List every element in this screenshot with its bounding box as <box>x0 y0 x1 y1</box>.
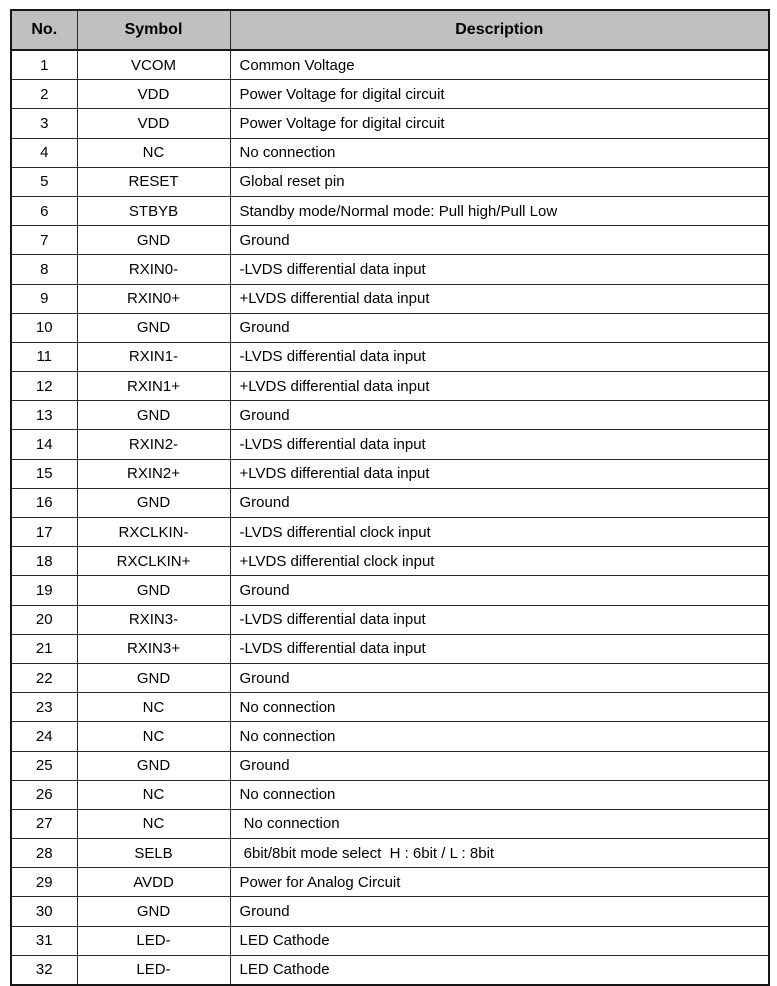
cell-description: LED Cathode <box>230 926 769 955</box>
cell-no: 12 <box>11 372 77 401</box>
table-row <box>11 459 769 488</box>
cell-no: 18 <box>11 547 77 576</box>
cell-no: 31 <box>11 926 77 955</box>
cell-no: 26 <box>11 780 77 809</box>
cell-no: 9 <box>11 284 77 313</box>
cell-no: 10 <box>11 313 77 342</box>
cell-no: 11 <box>11 342 77 371</box>
table-row <box>11 313 769 342</box>
cell-description: Power for Analog Circuit <box>230 868 769 897</box>
table-row <box>11 897 769 926</box>
table-row <box>11 693 769 722</box>
table-row <box>11 605 769 634</box>
table-row <box>11 50 769 80</box>
table-header-row <box>11 10 769 50</box>
cell-no: 32 <box>11 955 77 985</box>
cell-symbol: GND <box>77 401 230 430</box>
cell-symbol: SELB <box>77 839 230 868</box>
table-row <box>11 751 769 780</box>
cell-no: 7 <box>11 226 77 255</box>
column-header-description: Description <box>230 10 769 50</box>
cell-symbol: VDD <box>77 80 230 109</box>
cell-symbol: RXIN3- <box>77 605 230 634</box>
cell-no: 28 <box>11 839 77 868</box>
cell-description: -LVDS differential data input <box>230 634 769 663</box>
cell-symbol: GND <box>77 751 230 780</box>
cell-no: 3 <box>11 109 77 138</box>
cell-no: 20 <box>11 605 77 634</box>
table-body <box>11 50 769 985</box>
cell-no: 29 <box>11 868 77 897</box>
cell-symbol: VDD <box>77 109 230 138</box>
table-row <box>11 809 769 838</box>
cell-no: 6 <box>11 196 77 225</box>
cell-description: 6bit/8bit mode select H : 6bit / L : 8bit <box>230 839 769 868</box>
cell-description: No connection <box>230 809 769 838</box>
cell-no: 23 <box>11 693 77 722</box>
cell-no: 15 <box>11 459 77 488</box>
table-row <box>11 167 769 196</box>
cell-symbol: RXIN0+ <box>77 284 230 313</box>
cell-symbol: NC <box>77 138 230 167</box>
table-row <box>11 663 769 692</box>
cell-description: -LVDS differential clock input <box>230 518 769 547</box>
cell-no: 1 <box>11 50 77 80</box>
cell-description: Ground <box>230 226 769 255</box>
cell-description: Ground <box>230 576 769 605</box>
table-row <box>11 226 769 255</box>
table-row <box>11 372 769 401</box>
cell-description: LED Cathode <box>230 955 769 985</box>
cell-symbol: NC <box>77 722 230 751</box>
cell-description: -LVDS differential data input <box>230 430 769 459</box>
table-row <box>11 839 769 868</box>
table-row <box>11 868 769 897</box>
cell-description: -LVDS differential data input <box>230 255 769 284</box>
cell-symbol: RXIN3+ <box>77 634 230 663</box>
cell-description: +LVDS differential clock input <box>230 547 769 576</box>
table-row <box>11 255 769 284</box>
cell-description: Global reset pin <box>230 167 769 196</box>
cell-symbol: GND <box>77 897 230 926</box>
cell-no: 19 <box>11 576 77 605</box>
cell-symbol: GND <box>77 576 230 605</box>
cell-symbol: LED- <box>77 955 230 985</box>
cell-symbol: LED- <box>77 926 230 955</box>
cell-no: 2 <box>11 80 77 109</box>
cell-symbol: STBYB <box>77 196 230 225</box>
cell-no: 5 <box>11 167 77 196</box>
table-row <box>11 518 769 547</box>
cell-description: No connection <box>230 722 769 751</box>
cell-description: +LVDS differential data input <box>230 284 769 313</box>
cell-no: 22 <box>11 663 77 692</box>
cell-no: 27 <box>11 809 77 838</box>
column-header-symbol: Symbol <box>77 10 230 50</box>
cell-no: 8 <box>11 255 77 284</box>
cell-symbol: RESET <box>77 167 230 196</box>
cell-symbol: RXIN2- <box>77 430 230 459</box>
cell-no: 25 <box>11 751 77 780</box>
cell-symbol: NC <box>77 693 230 722</box>
cell-description: Ground <box>230 897 769 926</box>
cell-symbol: AVDD <box>77 868 230 897</box>
column-header-no: No. <box>11 10 77 50</box>
cell-no: 30 <box>11 897 77 926</box>
cell-description: Ground <box>230 488 769 517</box>
cell-symbol: GND <box>77 663 230 692</box>
cell-description: +LVDS differential data input <box>230 372 769 401</box>
table-row <box>11 576 769 605</box>
cell-symbol: RXCLKIN+ <box>77 547 230 576</box>
table-row <box>11 284 769 313</box>
cell-description: No connection <box>230 780 769 809</box>
cell-description: Ground <box>230 401 769 430</box>
table-row <box>11 430 769 459</box>
table-row <box>11 138 769 167</box>
cell-no: 14 <box>11 430 77 459</box>
cell-symbol: RXCLKIN- <box>77 518 230 547</box>
cell-description: Ground <box>230 751 769 780</box>
cell-symbol: NC <box>77 809 230 838</box>
cell-no: 24 <box>11 722 77 751</box>
table-row <box>11 401 769 430</box>
cell-description: -LVDS differential data input <box>230 342 769 371</box>
table-row <box>11 722 769 751</box>
cell-no: 13 <box>11 401 77 430</box>
cell-description: +LVDS differential data input <box>230 459 769 488</box>
cell-description: No connection <box>230 138 769 167</box>
table-row <box>11 634 769 663</box>
table-row <box>11 80 769 109</box>
cell-no: 21 <box>11 634 77 663</box>
cell-symbol: GND <box>77 488 230 517</box>
cell-symbol: GND <box>77 226 230 255</box>
cell-description: Ground <box>230 663 769 692</box>
cell-symbol: GND <box>77 313 230 342</box>
cell-description: Common Voltage <box>230 50 769 80</box>
table-row <box>11 926 769 955</box>
cell-description: Ground <box>230 313 769 342</box>
table-row <box>11 955 769 985</box>
cell-symbol: RXIN0- <box>77 255 230 284</box>
table-row <box>11 547 769 576</box>
cell-no: 4 <box>11 138 77 167</box>
cell-no: 16 <box>11 488 77 517</box>
table-row <box>11 780 769 809</box>
table-row <box>11 342 769 371</box>
cell-description: No connection <box>230 693 769 722</box>
pin-description-table <box>10 9 770 986</box>
cell-symbol: NC <box>77 780 230 809</box>
table-row <box>11 488 769 517</box>
cell-description: Power Voltage for digital circuit <box>230 109 769 138</box>
cell-symbol: RXIN1- <box>77 342 230 371</box>
cell-description: Power Voltage for digital circuit <box>230 80 769 109</box>
cell-symbol: RXIN1+ <box>77 372 230 401</box>
cell-no: 17 <box>11 518 77 547</box>
table-row <box>11 196 769 225</box>
cell-symbol: VCOM <box>77 50 230 80</box>
cell-description: -LVDS differential data input <box>230 605 769 634</box>
cell-description: Standby mode/Normal mode: Pull high/Pull Low <box>230 196 769 225</box>
table-row <box>11 109 769 138</box>
cell-symbol: RXIN2+ <box>77 459 230 488</box>
